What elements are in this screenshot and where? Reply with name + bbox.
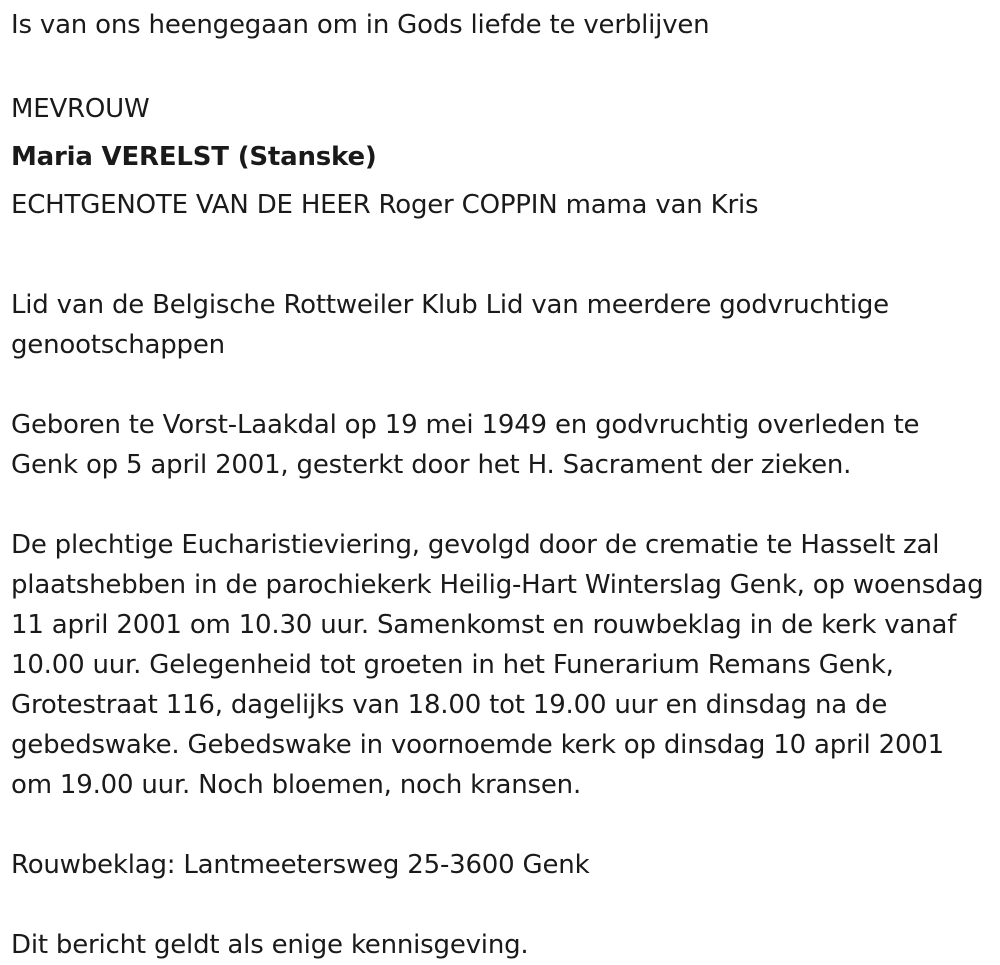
intro-line: Is van ons heengegaan om in Gods liefde te verblijven xyxy=(11,10,710,40)
spacer xyxy=(11,885,986,925)
birth-death-paragraph: Geboren te Vorst-Laakdal op 19 mei 1949 en godvruchtig overleden te Genk op 5 april 2001, gesterkt door het H. Sacrament der zieken. xyxy=(11,410,920,480)
condolence-address: Rouwbeklag: Lantmeetersweg 25-3600 Genk xyxy=(11,850,590,880)
death-notice xyxy=(11,5,986,965)
spacer xyxy=(11,805,986,845)
membership-paragraph: Lid van de Belgische Rottweiler Klub Lid van meerdere godvruchtige genootschappen xyxy=(11,290,889,360)
spacer xyxy=(11,485,986,525)
closing-line: Dit bericht geldt als enige kennisgeving. xyxy=(11,930,529,960)
deceased-name: Maria VERELST (Stanske) xyxy=(11,142,377,172)
honorific-title: MEVROUW xyxy=(11,94,150,124)
spacer xyxy=(11,365,986,405)
ceremony-paragraph: De plechtige Eucharistieviering, gevolgd door de crematie te Hasselt zal plaatshebben in de parochiekerk Heilig-Hart Winterslag Genk, op woensdag 11 april 2001 om 10.30 uur. Samenkomst en rouwbeklag in de kerk vanaf 10.00 uur. Gelegenheid tot groeten in het Funerarium Remans Genk, Grotestraat 116, dagelijks van 18.00 tot 19.00 uur en dinsdag na de gebedswake. Gebedswake in voornoemde kerk op dinsdag 10 april 2001 om 19.00 uur. Noch bloemen, noch kransen. xyxy=(11,530,984,800)
spouse-line: ECHTGENOTE VAN DE HEER Roger COPPIN mama van Kris xyxy=(11,190,759,220)
spacer xyxy=(11,245,986,285)
spacer xyxy=(11,45,986,85)
